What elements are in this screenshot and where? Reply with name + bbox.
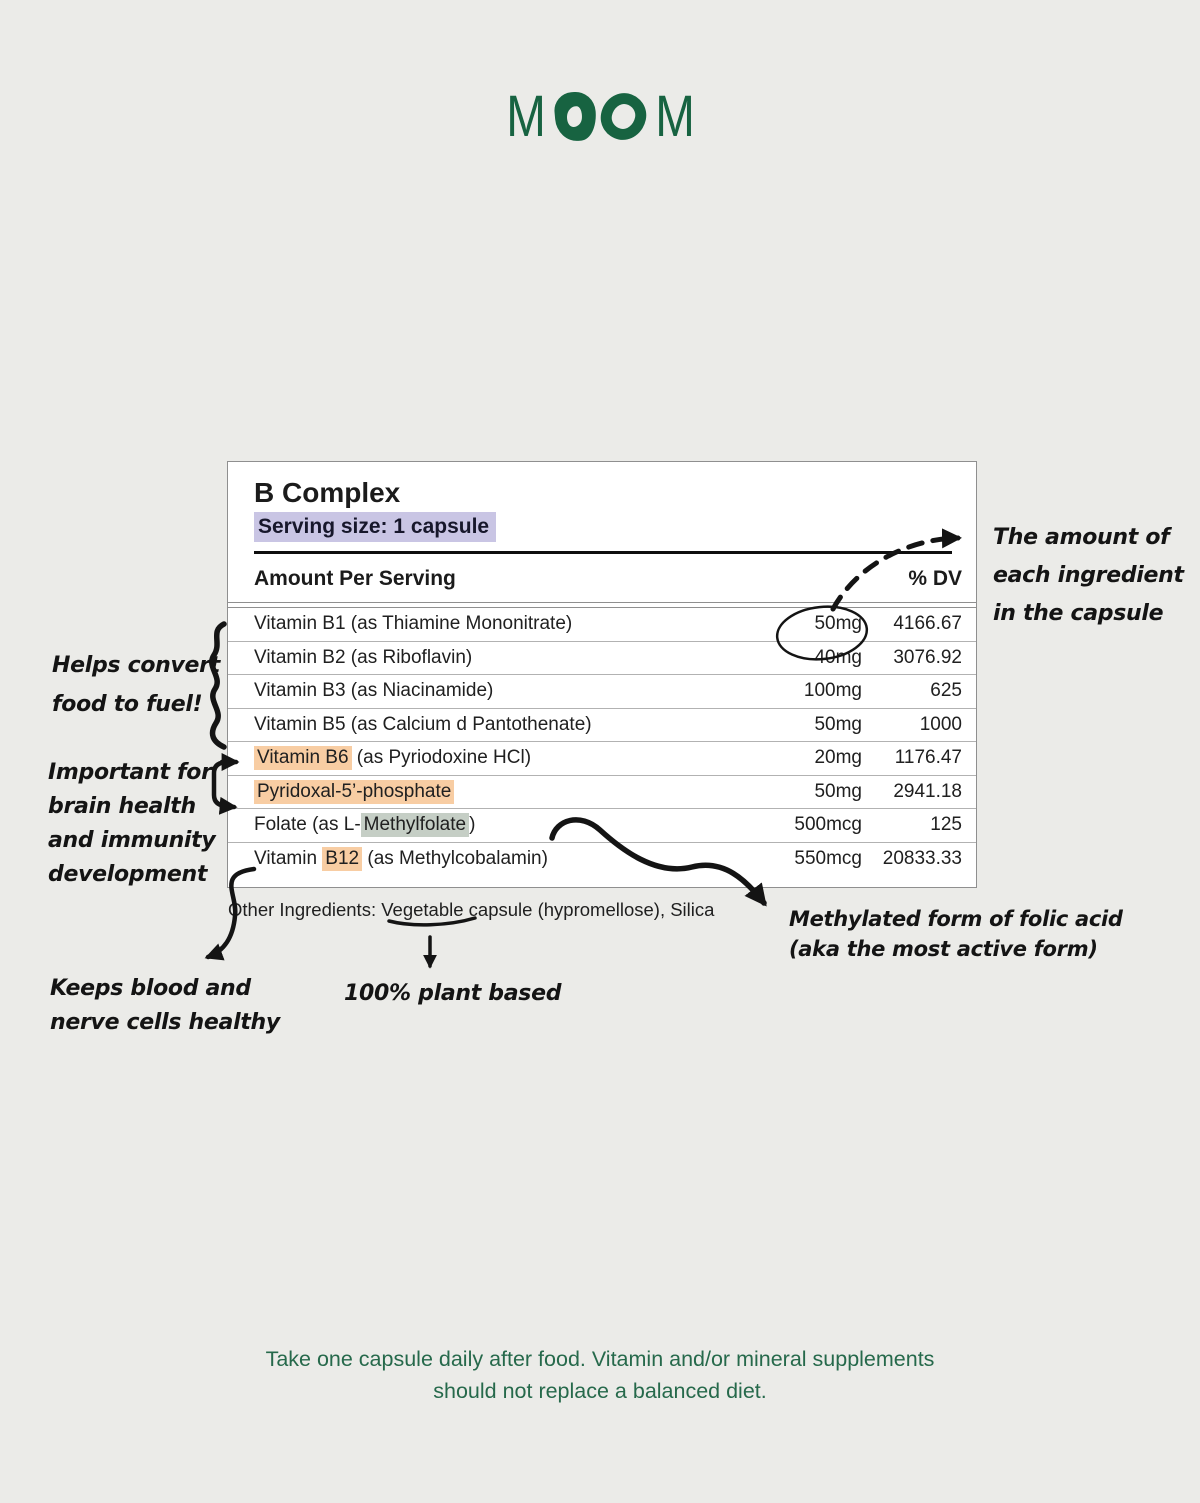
- logo-letter-m: M: [506, 83, 546, 149]
- amount-value: 50mg: [814, 713, 862, 735]
- supplement-facts-card: [227, 461, 977, 888]
- dv-value: 1176.47: [894, 747, 962, 769]
- product-title: B Complex: [254, 477, 401, 508]
- dv-value: 125: [930, 814, 962, 836]
- highlight-orange: Pyridoxal-5’-phosphate: [254, 780, 454, 804]
- other-ingredients-label: Other Ingredients:: [228, 899, 382, 920]
- table-row: Vitamin B3 (as Niacinamide) 100mg 625: [228, 675, 976, 709]
- amount-value: 40mg: [814, 646, 862, 668]
- amount-value: 50mg: [814, 780, 862, 802]
- table-row: Folate (as L- Methylfolate ) 500mcg 125: [228, 809, 976, 843]
- amount-value: 550mcg: [794, 848, 862, 870]
- amount-value: 500mcg: [794, 814, 862, 836]
- highlight-orange: Vitamin B6: [254, 746, 352, 770]
- annotation-helps-convert: Helps convert food to fuel!: [52, 653, 220, 717]
- annotation-methylated: Methylated form of folic acid (aka the most active form): [789, 907, 1123, 961]
- annotation-keeps-blood: Keeps blood and nerve cells healthy: [50, 976, 280, 1035]
- bracket-icon: [214, 762, 228, 806]
- brand-logo: [0, 83, 1200, 149]
- table-row: Vitamin B6 (as Pyriodoxine HCl) 20mg 1176.47: [228, 742, 976, 776]
- serving-size: Serving size: 1 capsule: [254, 512, 496, 542]
- other-ingredients: Other Ingredients: Vegetable capsule (hypromellose), Silica: [228, 899, 715, 920]
- dv-value: 4166.67: [893, 613, 962, 635]
- dv-value: 20833.33: [882, 848, 962, 870]
- logo-blob-o-icon: [552, 90, 597, 142]
- table-row: Vitamin B5 (as Calcium d Pantothenate) 50mg 1000: [228, 709, 976, 743]
- annotation-amount-note: The amount of each ingredient in the capsule: [993, 525, 1184, 626]
- table-row: [228, 776, 976, 810]
- highlight-sage: Methylfolate: [361, 813, 469, 837]
- table-row: Vitamin B12 (as Methylcobalamin) 550mcg 20833.33: [254, 848, 962, 870]
- table-row: Vitamin B2 (as Riboflavin) 40mg 3076.92: [228, 642, 976, 676]
- ingredient-table: [228, 607, 976, 876]
- card-header: [228, 462, 976, 554]
- dv-value: 3076.92: [893, 646, 962, 668]
- column-header-amount-per-serving: Amount Per Serving: [254, 567, 456, 590]
- underlined-word: Vegetable: [381, 899, 464, 920]
- table-header-row: [228, 554, 976, 603]
- amount-value: 20mg: [814, 747, 862, 769]
- amount-value: 50mg: [814, 613, 862, 635]
- usage-note: Take one capsule daily after food. Vitamin and/or mineral supplements should not replace a balanced diet.: [265, 1347, 935, 1403]
- column-header-dv: % DV: [908, 567, 962, 590]
- annotation-plant-based: 100% plant based: [344, 981, 562, 1006]
- dv-value: 625: [930, 680, 962, 702]
- logo-letter-m: M: [654, 83, 694, 149]
- table-row: Vitamin B1 (as Thiamine Mononitrate) 50mg 4166.67: [228, 608, 976, 642]
- annotation-important-for: Important for brain health and immunity development: [48, 760, 216, 887]
- dv-value: 2941.18: [893, 780, 962, 802]
- dv-value: 1000: [919, 713, 962, 735]
- highlight-orange: B12: [322, 847, 362, 871]
- logo-oval-o-icon: [596, 89, 650, 144]
- amount-value: 100mg: [803, 680, 862, 702]
